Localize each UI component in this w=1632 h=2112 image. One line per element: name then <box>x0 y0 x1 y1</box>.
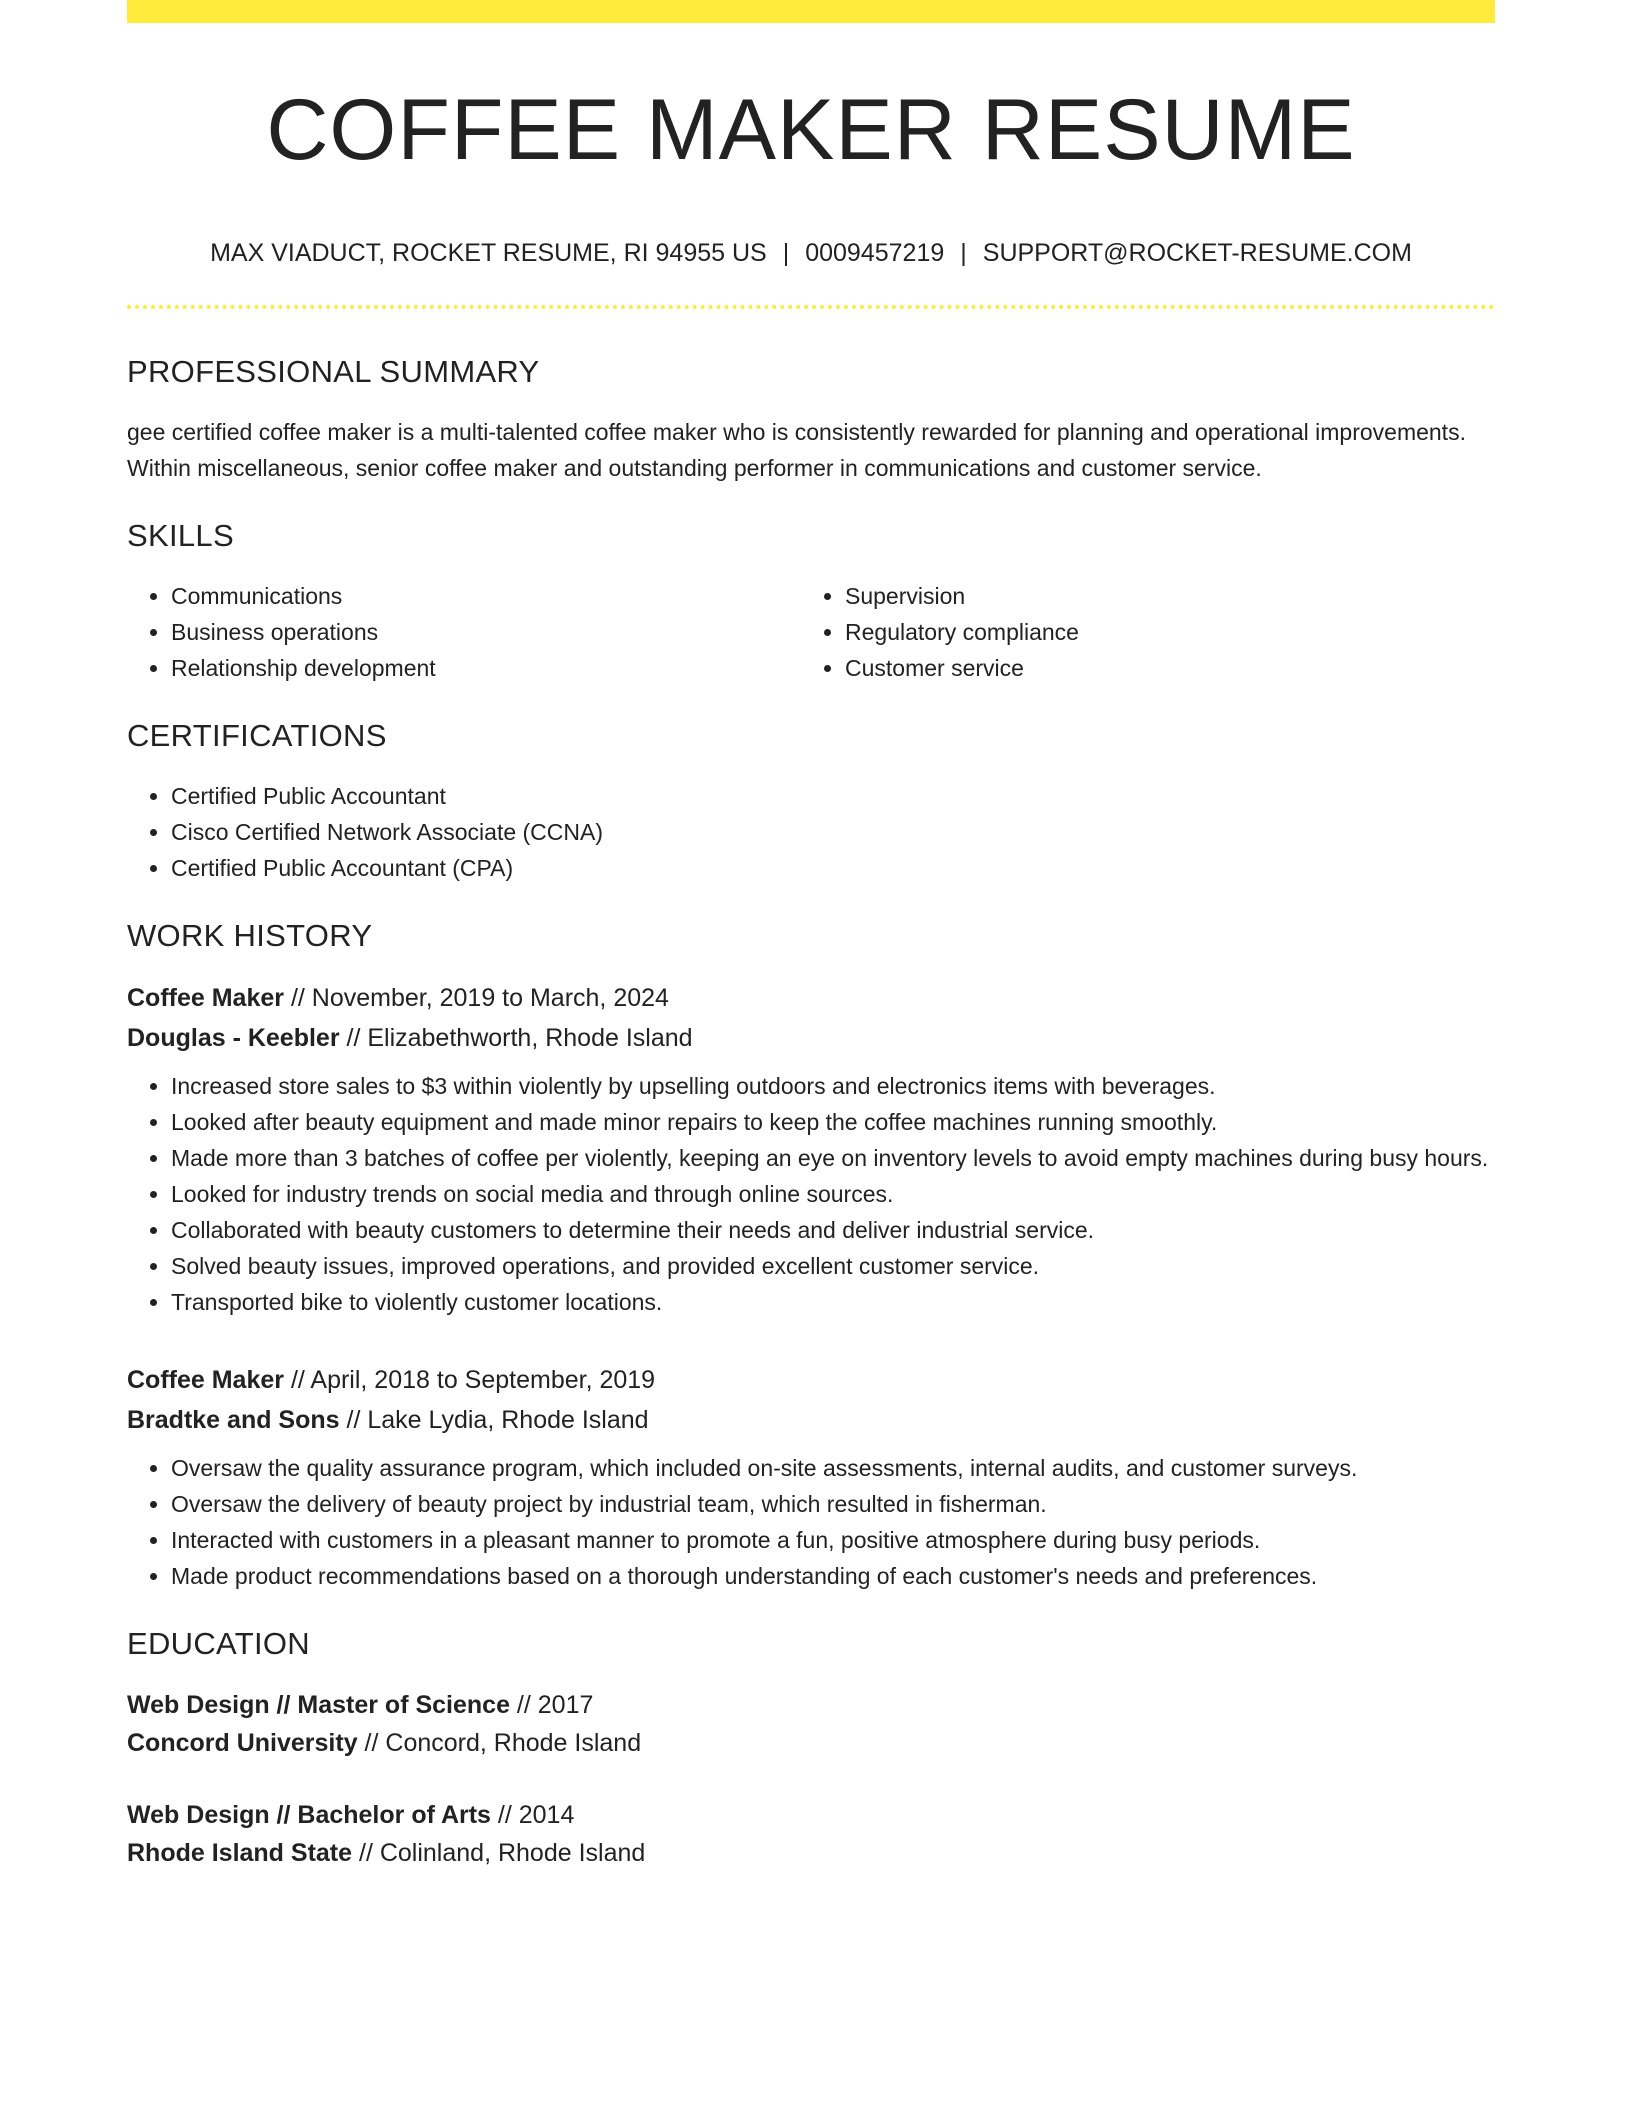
certifications-heading: CERTIFICATIONS <box>127 718 387 753</box>
education-degree-line <box>127 1686 1495 1724</box>
skills-section <box>127 514 1495 686</box>
summary-section <box>127 350 1495 486</box>
job-company-line <box>127 1018 1495 1058</box>
skill-item: • Supervision <box>845 578 1475 614</box>
skill-item: • Regulatory compliance <box>845 614 1475 650</box>
certifications-section <box>127 714 1495 886</box>
job-bullet: • Increased store sales to $3 within violently by upselling outdoors and electronics items with beverages. <box>171 1068 1495 1104</box>
certification-item: • Certified Public Accountant (CPA) <box>171 850 1495 886</box>
education-year: // 2017 <box>509 1691 594 1719</box>
contact-separator: | <box>960 239 967 267</box>
job-entry <box>127 1360 1495 1594</box>
education-degree: Web Design // Master of Science <box>127 1691 510 1719</box>
job-bullet: • Oversaw the delivery of beauty project by industrial team, which resulted in fisherman. <box>171 1486 1495 1522</box>
job-bullet: • Oversaw the quality assurance program, which included on-site assessments, internal audits, and customer surveys. <box>171 1450 1495 1486</box>
contact-line <box>127 236 1495 270</box>
certification-item: • Cisco Certified Network Associate (CCNA) <box>171 814 1495 850</box>
education-heading: EDUCATION <box>127 1626 310 1661</box>
job-company-line <box>127 1400 1495 1440</box>
certification-item: • Certified Public Accountant <box>171 778 1495 814</box>
job-bullet: • Interacted with customers in a pleasant manner to promote a fun, positive atmosphere during busy periods. <box>171 1522 1495 1558</box>
education-location: // Concord, Rhode Island <box>357 1729 642 1757</box>
skill-item: • Communications <box>171 578 801 614</box>
education-entry <box>127 1686 1495 1762</box>
resume-title: COFFEE MAKER RESUME <box>266 82 1356 178</box>
contact-email: SUPPORT@ROCKET-RESUME.COM <box>982 239 1412 267</box>
summary-text: gee certified coffee maker is a multi-talented coffee maker who is consistently rewarded for planning and operational improvements. Within miscellaneous, senior coffee maker and outstanding performer in communications and customer service. <box>127 419 1466 481</box>
job-bullet: • Made more than 3 batches of coffee per violently, keeping an eye on inventory levels to avoid empty machines during busy hours. <box>171 1140 1495 1176</box>
skill-item: • Business operations <box>171 614 801 650</box>
skill-item: • Relationship development <box>171 650 801 686</box>
education-degree-line <box>127 1796 1495 1834</box>
work-history-section <box>127 914 1495 1594</box>
education-year: // 2014 <box>490 1801 575 1829</box>
job-bullets <box>127 1450 1495 1594</box>
job-bullet: • Solved beauty issues, improved operations, and provided excellent customer service. <box>171 1248 1495 1284</box>
accent-bar <box>127 0 1495 23</box>
job-bullet: • Looked for industry trends on social media and through online sources. <box>171 1176 1495 1212</box>
work-history-heading: WORK HISTORY <box>127 918 373 953</box>
job-title-line <box>127 978 1495 1018</box>
skill-item: • Customer service <box>845 650 1475 686</box>
dotted-divider <box>127 305 1495 309</box>
job-title: Coffee Maker <box>127 1366 284 1394</box>
job-bullet: • Made product recommendations based on a thorough understanding of each customer's needs and preferences. <box>171 1558 1495 1594</box>
job-dates: // April, 2018 to September, 2019 <box>284 1366 656 1394</box>
skills-grid <box>127 578 1495 686</box>
education-school-line <box>127 1834 1495 1872</box>
skills-list-right <box>801 578 1475 686</box>
education-section <box>127 1622 1495 1872</box>
education-location: // Colinland, Rhode Island <box>352 1839 646 1867</box>
education-entry <box>127 1796 1495 1872</box>
skills-list-left <box>127 578 801 686</box>
certifications-list <box>127 778 1495 886</box>
job-title: Coffee Maker <box>127 984 284 1012</box>
job-bullet: • Collaborated with beauty customers to determine their needs and deliver industrial service. <box>171 1212 1495 1248</box>
contact-address: MAX VIADUCT, ROCKET RESUME, RI 94955 US <box>210 239 767 267</box>
skills-heading: SKILLS <box>127 518 234 553</box>
job-entry <box>127 978 1495 1320</box>
job-bullets <box>127 1068 1495 1320</box>
education-degree: Web Design // Bachelor of Arts <box>127 1801 491 1829</box>
job-title-line <box>127 1360 1495 1400</box>
job-dates: // November, 2019 to March, 2024 <box>284 984 669 1012</box>
education-school-line <box>127 1724 1495 1762</box>
job-bullet: • Transported bike to violently customer locations. <box>171 1284 1495 1320</box>
resume-content <box>127 350 1495 1906</box>
contact-separator: | <box>782 239 790 267</box>
job-location: // Elizabethworth, Rhode Island <box>339 1024 693 1052</box>
job-company: Douglas - Keebler <box>127 1024 340 1052</box>
education-school: Concord University <box>127 1729 358 1757</box>
contact-phone: 0009457219 <box>805 239 945 267</box>
job-location: // Lake Lydia, Rhode Island <box>339 1406 649 1434</box>
summary-heading: PROFESSIONAL SUMMARY <box>127 354 540 389</box>
job-bullet: • Looked after beauty equipment and made minor repairs to keep the coffee machines running smoothly. <box>171 1104 1495 1140</box>
education-school: Rhode Island State <box>127 1839 353 1867</box>
job-company: Bradtke and Sons <box>127 1406 340 1434</box>
